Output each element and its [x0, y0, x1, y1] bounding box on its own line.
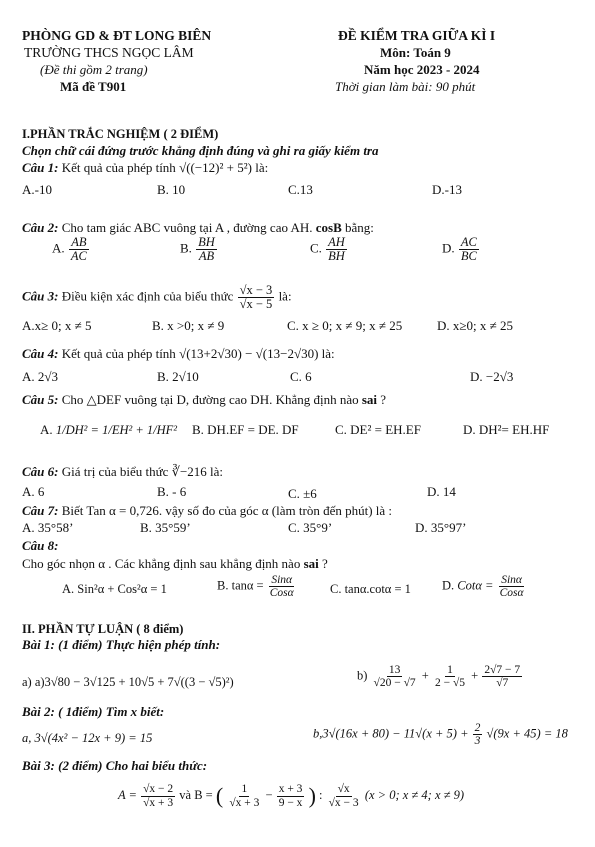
- q3-option-a: A.x≥ 0; x ≠ 5: [22, 318, 92, 333]
- q2-text: Cho tam giác ABC vuông tại A , đường cao AH.: [61, 220, 313, 235]
- q5-sai: sai: [361, 392, 378, 407]
- header-pages-note: (Đề thi gồm 2 trang): [40, 62, 148, 77]
- q2-tail: bằng:: [345, 220, 374, 235]
- q8-option-b: [217, 574, 297, 599]
- bai3-b-frac1: [227, 783, 261, 808]
- q5-option-a: [40, 422, 177, 438]
- q8-b-num: Sinα: [271, 574, 293, 586]
- q4-option-c: C. 6: [290, 369, 312, 384]
- q3-option-b: B. x >0; x ≠ 9: [152, 318, 225, 333]
- bai3-b-f2-den: 9 − x: [278, 796, 303, 809]
- question-2: [22, 220, 374, 236]
- q4-text: Kết quả của phép tính: [61, 346, 176, 361]
- q2-b-num: BH: [198, 235, 215, 249]
- q8-b-den: Cosα: [269, 587, 294, 600]
- q4-tail: là:: [321, 346, 335, 361]
- q6-text: Giá trị của biểu thức: [61, 464, 169, 479]
- q8-b-lhs: tanα =: [231, 578, 264, 593]
- q3-option-d: D. x≥0; x ≠ 25: [437, 318, 514, 333]
- q2-option-a: [52, 236, 90, 263]
- bai3-a-den: √x + 3: [143, 796, 174, 809]
- q1-option-c: C.13: [288, 182, 313, 197]
- bai1-b-f2-den: 2 − √5: [434, 677, 466, 690]
- q4-option-a: A. 2√3: [22, 369, 59, 384]
- q4-option-b: B. 2√10: [157, 369, 199, 384]
- q2-d-letter: D.: [442, 240, 455, 256]
- q3-fraction: [238, 284, 275, 311]
- header-duration: Thời gian làm bài: 90 phút: [335, 79, 476, 94]
- bai3-condition: (x > 0; x ≠ 4; x ≠ 9): [364, 787, 465, 802]
- bai1-part-b: b) $\frac{13}{√20 - √7}$ + $\frac{1}{2 - √5}$ + $\frac{2√7 - 7}{√7}$: [357, 664, 521, 690]
- q2-a-fraction: [69, 236, 89, 263]
- q2-c-fraction: [326, 236, 347, 263]
- bai3-b-f2-num: x + 3: [278, 783, 303, 796]
- header-school-year: Năm học 2023 - 2024: [364, 62, 480, 77]
- q8-option-a: A. Sin²α + Cos²α = 1: [62, 582, 167, 596]
- bai2-b-pre: b,3√(16x + 80) − 11√(x + 5) +: [313, 726, 469, 741]
- q2-a-letter: A.: [52, 240, 65, 256]
- q1-label: Câu 1:: [22, 160, 59, 175]
- question-4: [22, 346, 335, 362]
- q5-a-letter: A.: [40, 422, 53, 437]
- bai1-b-f1-num: 13: [388, 664, 401, 676]
- bai1-b-f1-den: √20 − √7: [373, 677, 416, 690]
- q5-option-c: C. DE² = EH.EF: [335, 422, 421, 437]
- q7-text: Biết Tan α = 0,726. vậy số đo của góc α (làm tròn đến phút) là :: [61, 503, 393, 518]
- q3-text: Điều kiện xác định của biểu thức: [61, 288, 234, 304]
- q8-text: Cho góc nhọn α . Các khẳng định sau khẳng định nào: [22, 556, 301, 571]
- q6-option-d: D. 14: [427, 484, 456, 499]
- bai1-b-frac2: [433, 664, 467, 689]
- q5-text: Cho △DEF vuông tại D, đường cao DH. Khẳng định nào: [61, 392, 359, 407]
- q8-d-lhs: Cotα =: [457, 578, 494, 593]
- q1-option-a: A.-10: [22, 182, 52, 197]
- q5-tail: ?: [380, 392, 387, 407]
- q3-tail: là:: [278, 288, 292, 304]
- bai3-minus: −: [265, 787, 273, 802]
- bai2-part-b: [313, 722, 568, 747]
- q8-d-letter: D.: [442, 578, 455, 593]
- q5-label: Câu 5:: [22, 392, 59, 407]
- q2-option-c: [310, 236, 348, 263]
- bai3-colon: :: [319, 787, 323, 802]
- bai3-b-f3-den: √x − 3: [328, 796, 359, 809]
- q8-option-d: [442, 574, 527, 599]
- header-subject: Môn: Toán 9: [380, 45, 451, 60]
- bai1-title: Bài 1: (1 điểm) Thực hiện phép tính:: [22, 637, 221, 652]
- question-5: [22, 392, 386, 408]
- bai2-b-den: 3: [474, 735, 481, 748]
- q2-d-fraction: [459, 236, 479, 263]
- q1-tail: là:: [255, 160, 269, 175]
- q5-option-b: B. DH.EF = DE. DF: [192, 422, 299, 437]
- q7-option-c: C. 35°9’: [288, 520, 333, 535]
- q7-option-a: A. 35°58’: [22, 520, 74, 535]
- bai2-title: Bài 2: ( 1điểm) Tìm x biết:: [22, 704, 165, 719]
- q2-cos: cosB: [315, 220, 342, 235]
- q3-label: Câu 3:: [22, 288, 59, 304]
- q2-label: Câu 2:: [22, 220, 59, 235]
- q2-b-den: AB: [198, 249, 215, 264]
- bai3-b-frac3: [327, 783, 361, 808]
- q2-d-den: BC: [460, 249, 477, 264]
- bai3-a-num: √x − 2: [143, 783, 174, 796]
- bai3-a-fraction: [141, 783, 175, 808]
- question-1: [22, 160, 268, 176]
- part1-title: I.PHẦN TRẮC NGHIỆM ( 2 ĐIỂM): [22, 127, 219, 141]
- bai1-b-label: b): [357, 668, 368, 683]
- question-3: [22, 284, 292, 311]
- q6-tail: là:: [210, 464, 224, 479]
- q6-expr: ∛−216: [171, 464, 207, 479]
- q5-option-d: D. DH²= EH.HF: [463, 422, 550, 437]
- bai3-b-f1-num: 1: [241, 783, 248, 796]
- question-8: [22, 556, 328, 572]
- bai1-b-f3-num: 2√7 − 7: [484, 664, 521, 676]
- q7-option-d: D. 35°97’: [415, 520, 467, 535]
- header-department: PHÒNG GD & ĐT LONG BIÊN: [22, 28, 212, 43]
- bai3-b-frac2: [277, 783, 305, 808]
- q6-option-c: C. ±6: [288, 486, 317, 501]
- q5-a-expr: 1/DH² = 1/EH² + 1/HF²: [55, 423, 178, 437]
- q8-tail: ?: [322, 556, 328, 571]
- q6-option-b: B. - 6: [157, 484, 187, 499]
- q8-label: Câu 8:: [22, 538, 59, 553]
- q2-d-num: AC: [460, 235, 477, 249]
- header-school: TRƯỜNG THCS NGỌC LÂM: [24, 45, 194, 60]
- q6-label: Câu 6:: [22, 464, 59, 479]
- header-exam-code: Mã đề T901: [60, 79, 127, 94]
- part1-instruction: Chọn chữ cái đứng trước khẳng định đúng và ghi ra giấy kiểm tra: [22, 143, 379, 158]
- bai1-part-a: a) a)3√80 − 3√125 + 10√5 + 7√((3 − √5)²): [22, 675, 234, 689]
- bai3-b-f3-num: √x: [337, 783, 350, 796]
- q7-option-b: B. 35°59’: [140, 520, 191, 535]
- q4-option-d: D. −2√3: [470, 369, 514, 384]
- bai3-a-lhs: A =: [118, 787, 137, 802]
- bai3-b-f1-den: √x + 3: [229, 796, 260, 809]
- q3-num: √x − 3: [239, 283, 273, 297]
- bai3-expressions: A = $\frac{√x - 2}{√x + 3}$ và B = ( $\frac{1}{√x + 3}$ − $\frac{x + 3}{9 - x}$ ) : $\frac{√x}{√x - 3}$ (x > 0; x ≠ 4; x ≠ 9): [118, 783, 465, 809]
- header-exam-title: ĐỀ KIỂM TRA GIỮA KÌ I: [338, 28, 496, 43]
- q2-option-b: [180, 236, 218, 263]
- q3-den: √x − 5: [239, 297, 273, 312]
- bai2-b-post: √(9x + 45) = 18: [486, 726, 568, 741]
- bai1-b-frac1: [372, 664, 418, 689]
- bai3-title-text: Bài 3: (2 điểm) Cho hai biểu thức:: [22, 758, 208, 773]
- bai3-and-b: và B =: [179, 787, 213, 802]
- q7-label: Câu 7:: [22, 503, 59, 518]
- q3-option-c: C. x ≥ 0; x ≠ 9; x ≠ 25: [287, 318, 403, 333]
- part2-title: II. PHẦN TỰ LUẬN ( 8 điểm): [22, 622, 184, 636]
- bai2-b-fraction: [473, 722, 483, 747]
- q4-expr: √(13+2√30) − √(13−2√30): [179, 346, 319, 361]
- q2-c-den: BH: [328, 249, 345, 264]
- q8-d-num: Sinα: [501, 574, 522, 586]
- q8-d-den: Cosα: [499, 587, 524, 600]
- q8-sai: sai: [303, 556, 319, 571]
- q2-a-den: AC: [70, 249, 87, 264]
- q8-b-fraction: [268, 574, 296, 599]
- q2-c-letter: C.: [310, 240, 322, 256]
- question-6: [22, 464, 223, 480]
- q2-a-num: AB: [71, 235, 87, 249]
- q2-option-d: [442, 236, 480, 263]
- bai3-title: [22, 758, 207, 774]
- bai1-b-f3-den: √7: [496, 677, 509, 690]
- q8-b-letter: B.: [217, 578, 229, 593]
- bai2-part-a: a, 3√(4x² − 12x + 9) = 15: [22, 731, 153, 745]
- question-7: [22, 503, 392, 519]
- q2-c-num: AH: [328, 235, 345, 249]
- q8-option-c: C. tanα.cotα = 1: [330, 582, 411, 596]
- q1-expr: √((−12)² + 5²): [179, 160, 252, 175]
- q1-option-b: B. 10: [157, 182, 186, 197]
- q4-label: Câu 4:: [22, 346, 59, 361]
- bai2-b-num: 2: [474, 722, 481, 734]
- q1-text: Kết quả của phép tính: [61, 160, 176, 175]
- q6-option-a: A. 6: [22, 484, 45, 499]
- q1-option-d: D.-13: [432, 182, 462, 197]
- bai1-b-frac3: [482, 664, 522, 689]
- q2-b-fraction: [196, 236, 217, 263]
- q2-b-letter: B.: [180, 240, 192, 256]
- q8-d-fraction: [498, 574, 526, 599]
- bai1-b-f2-num: 1: [447, 664, 453, 676]
